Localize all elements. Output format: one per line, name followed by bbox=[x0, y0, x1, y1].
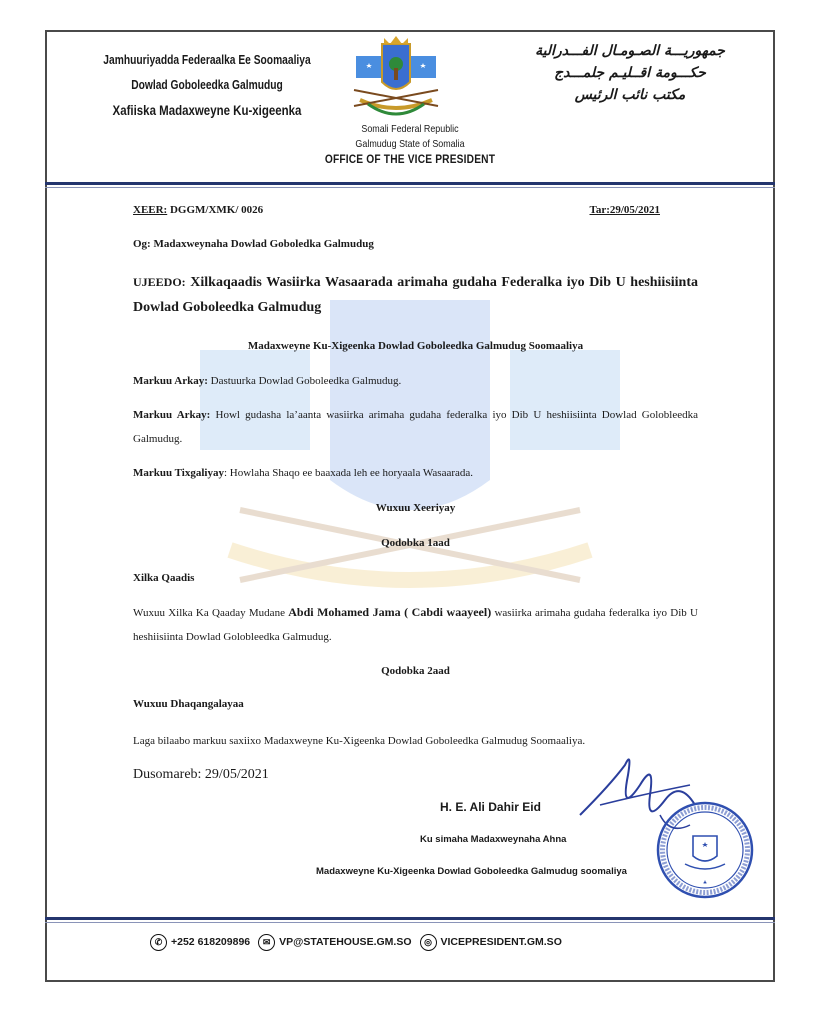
place-date: Dusomareb: 29/05/2021 bbox=[133, 767, 269, 782]
article-1-text-end: wasiirka arimaha gudaha federalka iyo Dib U heshiisiinta Dowlad Golobleedka Galmudug. bbox=[133, 607, 699, 643]
office-title: OFFICE OF THE VICE PRESIDENT bbox=[324, 152, 496, 166]
issuer-title: Madaxweyne Ku-Xigeenka Dowlad Goboleedka Galmudug Soomaaliya bbox=[247, 340, 584, 352]
header-left-block bbox=[100, 48, 315, 123]
article-1-text bbox=[133, 600, 698, 649]
recital-2 bbox=[133, 403, 698, 451]
footer-phone: +252 618209896 bbox=[171, 936, 251, 948]
header-right-line: حكـــومة اقــليـم جلمـــدج bbox=[554, 65, 706, 81]
reference-number: DGGM/XMK/ 0026 bbox=[169, 204, 264, 216]
decree-heading: Wuxuu Xeeriyay bbox=[375, 502, 456, 514]
header-right-line: مكتب نائب الرئيس bbox=[574, 87, 686, 103]
footer-email[interactable]: VP@STATEHOUSE.GM.SO bbox=[279, 936, 412, 948]
dismissed-minister-name: Abdi Mohamed Jama ( Cabdi waayeel) bbox=[288, 605, 492, 619]
recital-label: Markuu Arkay: bbox=[133, 409, 211, 421]
reference-label: XEER: bbox=[133, 204, 168, 216]
article-2-title: Wuxuu Dhaqangalayaa bbox=[133, 698, 244, 710]
header-left-line: Xafiiska Madaxweyne Ku-xigeenka bbox=[112, 102, 302, 118]
article-1-text-start: Wuxuu Xilka Ka Qaaday Mudane bbox=[133, 607, 285, 619]
header-right-block bbox=[500, 40, 760, 106]
globe-icon: ◎ bbox=[420, 934, 437, 951]
header-left-line: Dowlad Goboleedka Galmudug bbox=[131, 78, 283, 92]
subject bbox=[133, 270, 698, 320]
article-1-title: Xilka Qaadis bbox=[133, 572, 195, 584]
article-1-heading: Qodobka 1aad bbox=[381, 537, 450, 549]
footer-divider-thin bbox=[45, 922, 775, 923]
header-divider bbox=[45, 182, 775, 185]
addressee: Og: Madaxweynaha Dowlad Goboledka Galmudug bbox=[133, 238, 374, 250]
signer-role-line: Ku simaha Madaxweynaha Ahna bbox=[420, 834, 567, 845]
header-divider-thin bbox=[45, 187, 775, 188]
email-icon: ✉ bbox=[258, 934, 275, 951]
header-center-line: Somali Federal Republic bbox=[361, 123, 459, 135]
galmudug-coat-of-arms-emblem bbox=[340, 34, 452, 126]
contact-footer bbox=[146, 932, 562, 952]
recital-1 bbox=[133, 369, 698, 393]
document-date: Tar:29/05/2021 bbox=[589, 204, 660, 216]
header-left-line: Jamhuuriyadda Federaalka Ee Soomaaliya bbox=[103, 53, 311, 67]
official-stamp bbox=[655, 800, 755, 900]
recital-text: : Howlaha Shaqo ee baaxada leh ee horyaala Wasaarada. bbox=[223, 467, 474, 479]
signer-role-line: Madaxweyne Ku-Xigeenka Dowlad Goboleedka Galmudug soomaliya bbox=[316, 866, 627, 877]
recital-text: Howl gudasha la’aanta wasiirka arimaha gudaha federalka iyo Dib U heshiisiinta Dowlad Golobleedka Galmudug. bbox=[133, 409, 699, 445]
article-2-text: Laga bilaabo markuu saxiixo Madaxweyne Ku-Xigeenka Dowlad Goboleedka Galmudug Soomaaliya. bbox=[133, 735, 586, 747]
signer-name: H. E. Ali Dahir Eid bbox=[440, 800, 541, 814]
header-center-line: Galmudug State of Somalia bbox=[355, 138, 465, 150]
subject-text: Xilkaqaadis Wasiirka Wasaarada arimaha gudaha Federalka iyo Dib U heshiisiinta Dowlad Goboleedka Galmudug bbox=[133, 275, 698, 315]
subject-label: UJEEDO: bbox=[133, 275, 186, 289]
header-right-line: جمهوريـــة الصـومـال الفـــدرالية bbox=[535, 43, 725, 59]
phone-icon: ✆ bbox=[150, 934, 167, 951]
footer-website[interactable]: VICEPRESIDENT.GM.SO bbox=[440, 936, 562, 948]
footer-divider bbox=[45, 917, 775, 920]
recital-3 bbox=[133, 461, 698, 485]
header-center-block bbox=[308, 122, 512, 167]
recital-label: Markuu Arkay: bbox=[133, 375, 208, 387]
recital-label: Markuu Tixgaliyay bbox=[133, 467, 224, 479]
recital-text: Dastuurka Dowlad Goboleedka Galmudug. bbox=[210, 375, 402, 387]
article-2-heading: Qodobka 2aad bbox=[381, 665, 450, 677]
